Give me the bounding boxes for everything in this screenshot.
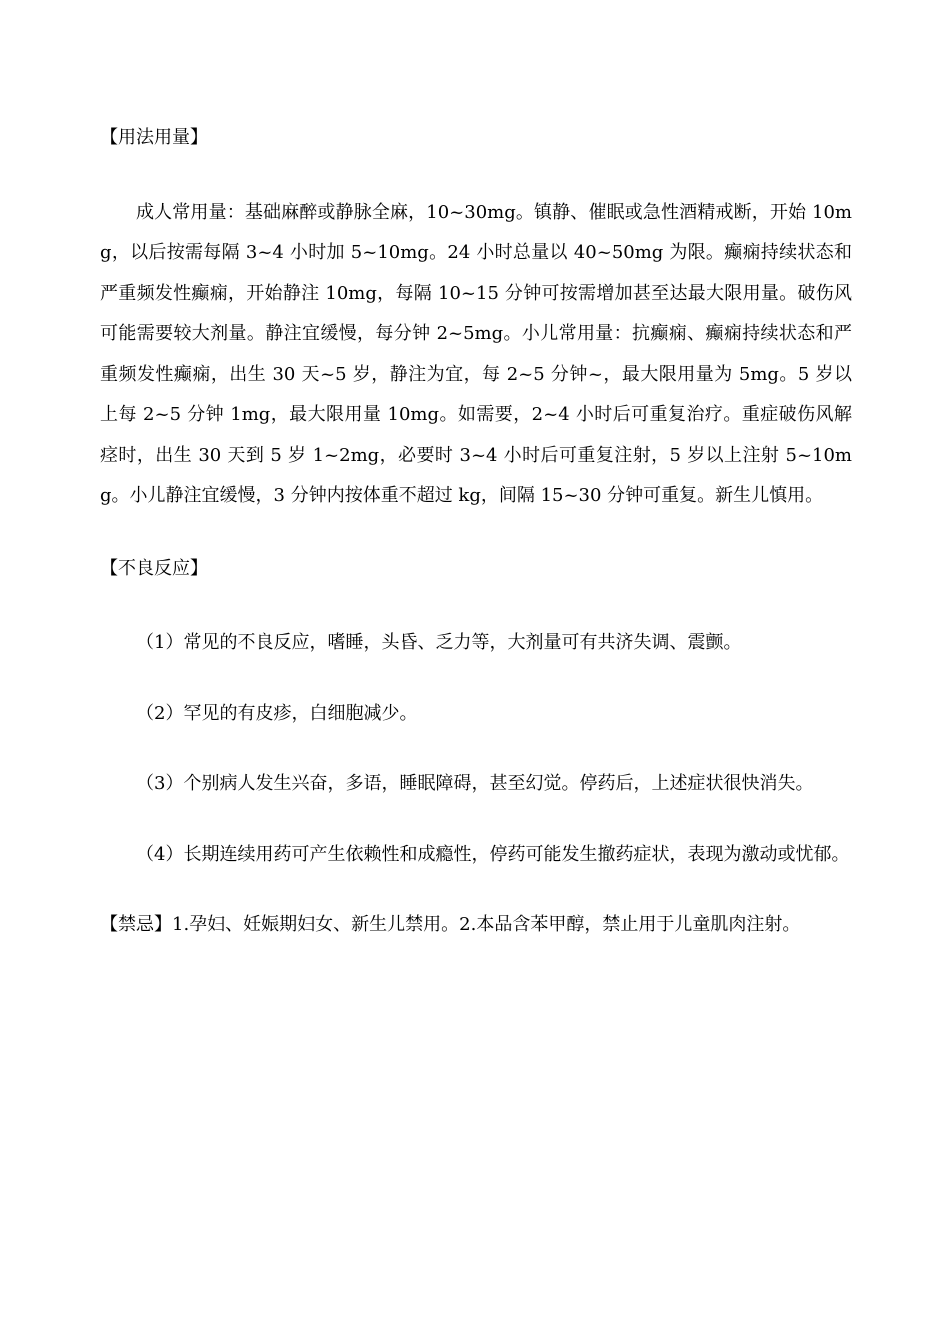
- spacer: [100, 664, 852, 694]
- adverse-heading: 【不良反应】: [100, 557, 208, 579]
- adverse-item-4: （4）长期连续用药可产生依赖性和成瘾性，停药可能发生撤药症状，表现为激动或忧郁。: [136, 843, 850, 865]
- usage-body: 成人常用量：基础麻醉或静脉全麻，10~30mg。镇静、催眠或急性酒精戒断，开始 10mg，以后按需每隔 3~4 小时加 5~10mg。24 小时总量以 40~50mg 为限。癫痫持续状态和严重频发性癫痫，开始静注 10mg，每隔 10~15 分钟可按需增加甚至达最大限用量。破伤风可能需要较大剂量。静注宜缓慢，每分钟 2~5mg。小儿常用量：抗癫痫、癫痫持续状态和严重频发性癫痫，出生 30 天~5 岁，静注为宜，每 2~5 分钟~，最大限用量为 5mg。5 岁以上每 2~5 分钟 1mg，最大限用量 10mg。如需要，2~4 小时后可重复治疗。重症破伤风解痉时，出生 30 天到 5 岁 1~2mg，必要时 3~4 小时后可重复注射，5 岁以上注射 5~10mg。小儿静注宜缓慢，3 分钟内按体重不超过 kg，间隔 15~30 分钟可重复。新生儿慎用。: [100, 201, 852, 506]
- spacer: [100, 159, 852, 193]
- adverse-item-3: （3）个别病人发生兴奋，多语，睡眠障碍，甚至幻觉。停药后，上述症状很快消失。: [136, 773, 814, 794]
- spacer: [100, 589, 852, 623]
- adverse-item-1: （1）常见的不良反应，嗜睡，头昏、乏力等，大剂量可有共济失调、震颤。: [136, 632, 742, 653]
- usage-heading: 【用法用量】: [100, 127, 208, 148]
- adverse-list: [100, 623, 852, 875]
- document-content: [100, 118, 852, 946]
- contraindications-body: 1.孕妇、妊娠期妇女、新生儿禁用。2.本品含苯甲醇，禁止用于儿童肌肉注射。: [172, 914, 801, 935]
- spacer: [100, 875, 852, 905]
- contraindications-heading: 【禁忌】: [100, 914, 172, 935]
- spacer: [100, 734, 852, 764]
- spacer: [100, 805, 852, 835]
- spacer: [100, 517, 852, 549]
- adverse-item-2: （2）罕见的有皮疹，白细胞减少。: [136, 702, 418, 724]
- contraindications-paragraph: [100, 905, 852, 946]
